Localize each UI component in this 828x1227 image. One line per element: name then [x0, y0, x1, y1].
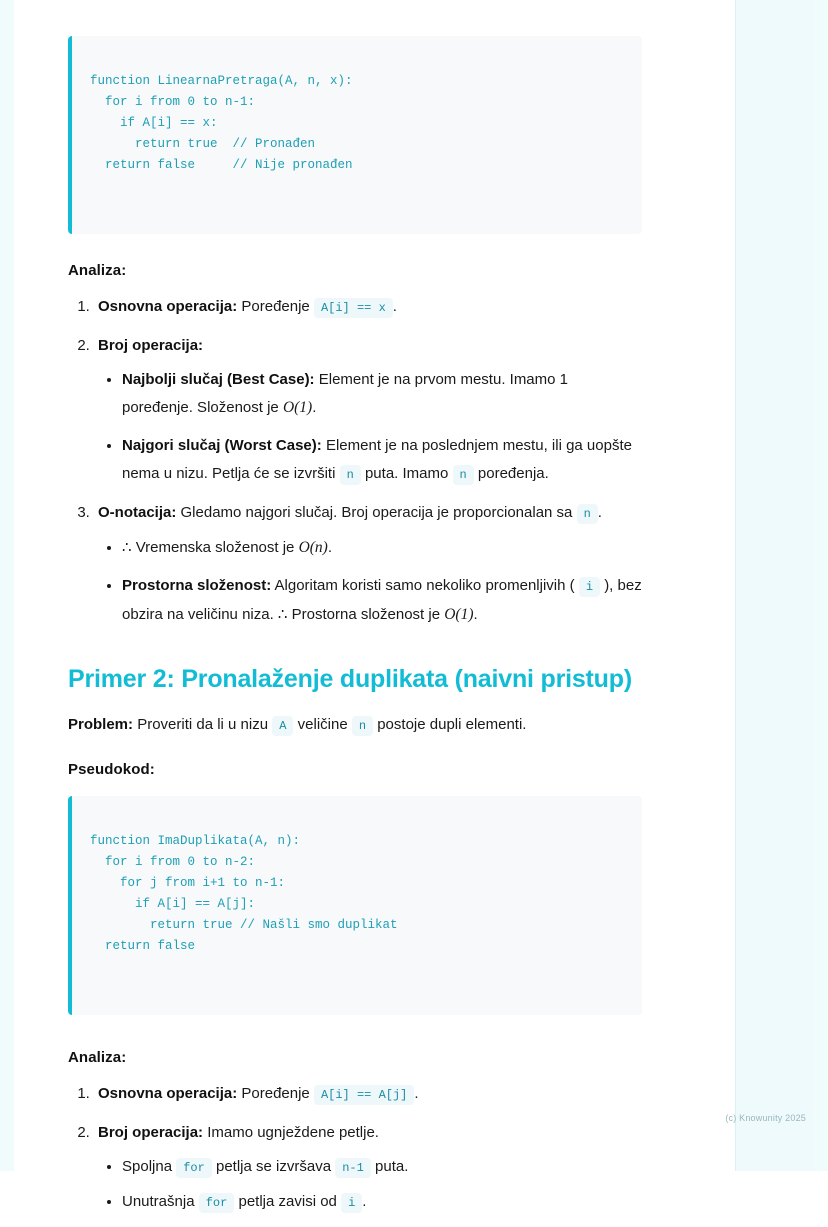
problem-paragraph: [68, 712, 642, 739]
right-side-panel: [735, 0, 814, 1171]
item-text: Spoljna: [122, 1158, 173, 1175]
inline-code: n: [577, 504, 598, 524]
list-item: [122, 432, 642, 489]
code-block-duplicates: [68, 796, 642, 1015]
inline-code: n: [340, 465, 361, 485]
inline-code: i: [341, 1193, 362, 1213]
inline-code: n: [352, 716, 373, 736]
page-title-primer-2: Primer 2: Pronalaženje duplikata (naivni pristup): [68, 665, 632, 693]
item-text: Imamo ugnježdene petlje.: [207, 1124, 379, 1141]
problem-label: Problem:: [68, 716, 134, 733]
item-text-end: .: [473, 606, 478, 623]
inline-code: n-1: [335, 1158, 371, 1178]
item-text-end: .: [392, 298, 397, 315]
code-line: function LinearnaPretraga(A, n, x):: [90, 74, 353, 88]
code-line: for j from i+1 to n-1:: [90, 876, 286, 890]
code-line: for i from 0 to n-2:: [90, 855, 256, 869]
inline-code: for: [176, 1158, 212, 1178]
item-text-end: .: [597, 504, 602, 521]
item-label: Broj operacija:: [98, 337, 204, 354]
item-text-end: .: [327, 539, 333, 556]
list-item: [94, 499, 642, 629]
item-label: Osnovna operacija:: [98, 1085, 238, 1102]
inline-code: n: [453, 465, 474, 485]
code-line: function ImaDuplikata(A, n):: [90, 834, 301, 848]
item-text: Element je na poslednjem mestu, ili ga uopšte nema u nizu. Petlja će se izvršiti: [122, 437, 632, 482]
list-item: [122, 1153, 642, 1182]
list-item: [122, 572, 642, 629]
list-item: [94, 293, 642, 322]
item-label: O-notacija:: [98, 504, 177, 521]
item-text: petlja zavisi od: [238, 1193, 337, 1210]
inline-code: for: [199, 1193, 235, 1213]
watermark: (c) Knowunity 2025: [725, 1113, 806, 1123]
item-text: puta.: [375, 1158, 409, 1175]
document-content: [68, 28, 642, 1227]
list-item: [94, 1080, 642, 1109]
inline-code: A[i] == A[j]: [314, 1085, 414, 1105]
list-item: [94, 332, 642, 489]
code-line: for i from 0 to n-1:: [90, 95, 256, 109]
code-line: return true // Pronađen: [90, 137, 316, 151]
list-item: [122, 534, 642, 562]
item-label: Broj operacija:: [98, 1124, 204, 1141]
code-line: if A[i] == x:: [90, 116, 218, 130]
list-item: [122, 366, 642, 422]
broj-operacija-bullets: [98, 366, 642, 489]
code-block-linear-search: [68, 36, 642, 234]
heading-pseudokod: Pseudokod:: [68, 761, 155, 778]
o-notacija-bullets: [98, 534, 642, 629]
problem-text: veličine: [297, 716, 348, 733]
petlje-bullets: [98, 1153, 642, 1217]
math-expression: O(1): [444, 606, 474, 623]
item-text: Poređenje: [241, 298, 310, 315]
item-text: Element je na prvom mestu. Imamo 1 poređenje. Složenost je: [122, 371, 568, 416]
item-text: ), bez obzira na veličinu niza. ∴ Prostorna složenost je: [122, 577, 642, 623]
item-label: Osnovna operacija:: [98, 298, 238, 315]
item-text-end: .: [312, 399, 317, 416]
code-line: return false: [90, 939, 196, 953]
analiza-2-list: [68, 1080, 642, 1217]
problem-text: Proveriti da li u nizu: [137, 716, 269, 733]
analiza-1-list: [68, 293, 642, 629]
right-edge-strip: [814, 0, 828, 1171]
item-label: Najgori slučaj (Worst Case):: [122, 437, 322, 454]
item-text: puta. Imamo: [364, 465, 449, 482]
item-text: Algoritam koristi samo nekoliko promenljivih (: [274, 577, 575, 594]
inline-code: A: [272, 716, 293, 736]
inline-code: A[i] == x: [314, 298, 393, 318]
inline-code: i: [579, 577, 600, 597]
item-text: petlja se izvršava: [216, 1158, 332, 1175]
code-line: return true // Našli smo duplikat: [90, 918, 398, 932]
item-text: poređenja.: [477, 465, 549, 482]
item-text: ∴ Vremenska složenost je: [122, 539, 295, 556]
item-text-end: .: [362, 1193, 367, 1210]
item-text-end: .: [414, 1085, 419, 1102]
heading-analiza-2: Analiza:: [68, 1049, 127, 1066]
item-text: Poređenje: [241, 1085, 310, 1102]
item-text: Gledamo najgori slučaj. Broj operacija je proporcionalan sa: [180, 504, 573, 521]
item-label: Najbolji slučaj (Best Case):: [122, 371, 315, 388]
list-item: [94, 1119, 642, 1217]
list-item: [122, 1188, 642, 1217]
math-expression: O(1): [282, 399, 313, 416]
heading-analiza-1: Analiza:: [68, 262, 127, 279]
code-line: return false // Nije pronađen: [90, 158, 353, 172]
math-expression: O(n): [298, 539, 328, 556]
item-label: Prostorna složenost:: [122, 577, 272, 594]
left-edge-strip: [0, 0, 14, 1171]
item-text: Unutrašnja: [122, 1193, 195, 1210]
code-line: if A[i] == A[j]:: [90, 897, 256, 911]
problem-text: postoje dupli elementi.: [377, 716, 527, 733]
